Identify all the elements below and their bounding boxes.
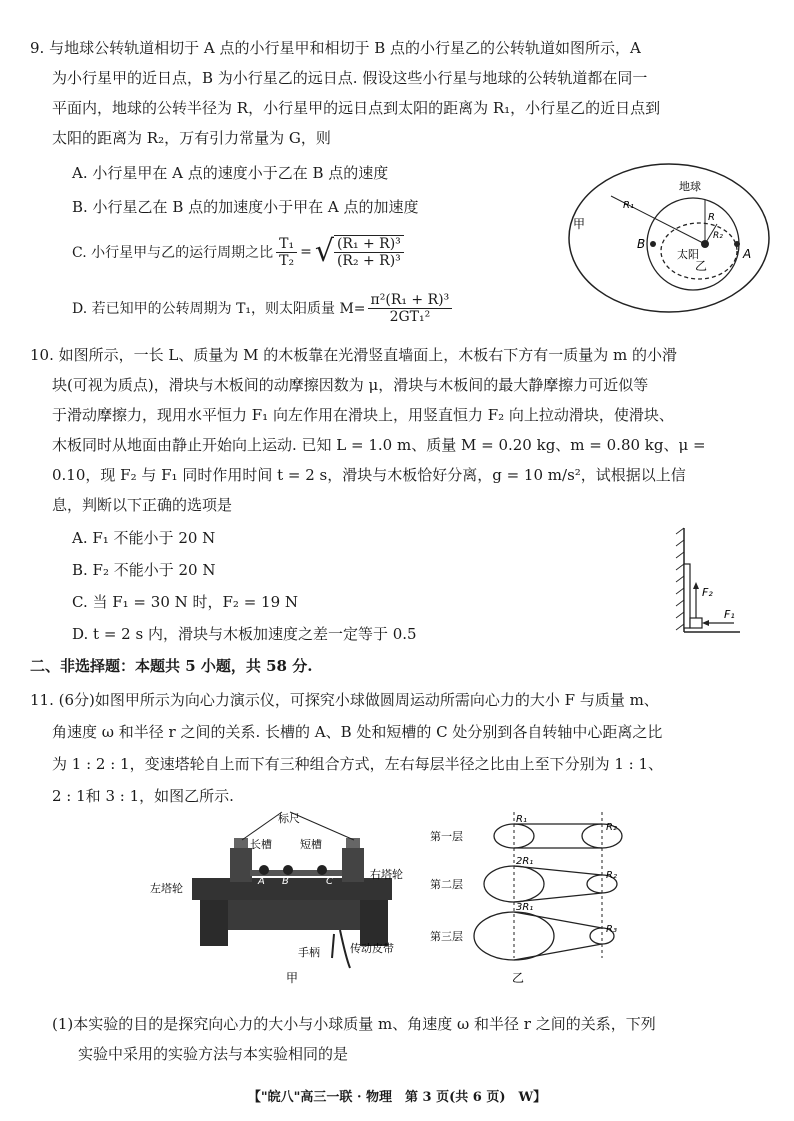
q9-option-c xyxy=(72,230,404,274)
figure-yi-caption: 乙 xyxy=(512,971,525,985)
q10-option-b: B. F₂ 不能小于 20 N xyxy=(72,561,216,579)
short-groove-label: 短槽 xyxy=(300,838,322,851)
layer1-label: 第一层 xyxy=(430,830,463,843)
point-b-label: B xyxy=(637,237,646,251)
ball-a xyxy=(259,865,269,875)
f2-label: F₂ xyxy=(702,586,713,599)
q9-line-2: 为小行星甲的近日点，B 为小行星乙的远日点. 假设这些小行星与地球的公转轨道都在同一 xyxy=(52,69,648,87)
left-ruler-cap xyxy=(234,838,248,848)
figure-jia-caption: 甲 xyxy=(286,971,299,985)
radius-r2-label: R₂ xyxy=(713,231,723,241)
ball-c xyxy=(317,865,327,875)
layer3-left-radius-label: 3R₁ xyxy=(516,902,534,913)
layer1-right-radius-label: R₂ xyxy=(606,822,617,833)
layer3-belt-top xyxy=(514,912,602,928)
f1-label: F₁ xyxy=(724,608,735,621)
label-c: C xyxy=(326,876,333,887)
belt-label: 传动皮带 xyxy=(350,942,394,955)
q10-option-c: C. 当 F₁ = 30 N 时，F₂ = 19 N xyxy=(72,593,299,611)
q9-option-a: A. 小行星甲在 A 点的速度小于乙在 B 点的速度 xyxy=(72,164,389,182)
apparatus-left-leg xyxy=(200,900,228,946)
q10-line-5: 0.10，现 F₂ 与 F₁ 同时作用时间 t = 2 s，滑块与木板恰好分离，g = 10 m/s²，试根据以上信 xyxy=(52,466,686,484)
radius-r1-label: R₁ xyxy=(623,200,634,211)
f2-arrowhead xyxy=(693,582,699,589)
radius-r-label: R xyxy=(708,212,715,223)
q9-line-1: 9. 与地球公转轨道相切于 A 点的小行星甲和相切于 B 点的小行星乙的公转轨道如图所示，A xyxy=(30,39,641,57)
q10-line-6: 息，判断以下正确的选项是 xyxy=(52,496,233,514)
f1-arrowhead xyxy=(702,620,709,626)
point-b-dot xyxy=(650,241,656,247)
drive-belt-path xyxy=(340,930,350,968)
apparatus-body xyxy=(228,900,360,930)
q9-option-c-sqrt-numerator: (R₁ + R)³ xyxy=(334,236,404,253)
q10-line-4: 木板同时从地面由静止开始向上运动. 已知 L = 1.0 m、质量 M = 0.20 kg、m = 0.80 kg、μ = xyxy=(52,436,706,454)
q11-sub1-line-2: 实验中采用的实验方法与本实验相同的是 xyxy=(78,1045,349,1063)
earth-label: 地球 xyxy=(679,180,701,193)
q9-option-c-sqrt-fraction xyxy=(334,235,404,269)
wooden-board xyxy=(684,564,690,628)
q9-option-c-sqrt-denominator: (R₂ + R)³ xyxy=(336,253,401,269)
q9-line-3: 平面内，地球的公转半径为 R，小行星甲的远日点到太阳的距离为 R₁，小行星乙的近日点到 xyxy=(52,99,661,117)
ball-b xyxy=(283,865,293,875)
handle-label: 手柄 xyxy=(298,946,320,959)
q11-sub1-line-1: (1)本实验的目的是探究向心力的大小与小球质量 m、角速度 ω 和半径 r 之间的关系，下列 xyxy=(52,1015,656,1033)
layer2-label: 第二层 xyxy=(430,878,463,891)
layer3-label: 第三层 xyxy=(430,930,463,943)
q10-line-3: 于滑动摩擦力，现用水平恒力 F₁ 向左作用在滑块上，用竖直恒力 F₂ 向上拉动滑块，使滑块、 xyxy=(52,406,674,424)
apparatus-right-leg xyxy=(360,900,388,946)
handle-crank xyxy=(332,934,334,958)
sqrt-sign: √ xyxy=(314,234,334,269)
label-a: A xyxy=(258,876,265,887)
page-footer: 【"皖八"高三一联 · 物理 第 3 页(共 6 页) W】 xyxy=(247,1090,547,1105)
layer3-right-radius-label: R₃ xyxy=(606,924,617,935)
label-b: B xyxy=(282,876,289,887)
q10-line-2: 块(可视为质点)，滑块与木板间的动摩擦因数为 μ，滑块与木板间的最大静摩擦力可近似等 xyxy=(52,376,649,394)
q11-figure-yi-wheels xyxy=(430,808,630,988)
wall-hatching xyxy=(676,528,684,630)
right-wheel-label: 右塔轮 xyxy=(370,868,403,881)
left-wheel-label: 左塔轮 xyxy=(150,882,183,895)
point-a-dot xyxy=(734,241,740,247)
jia-label: 甲 xyxy=(573,217,586,231)
q11-line-1: 11. (6分)如图甲所示为向心力演示仪，可探究小球做圆周运动所需向心力的大小 F 与质量 m、 xyxy=(30,691,659,709)
layer2-left-radius-label: 2R₁ xyxy=(516,856,534,867)
q9-option-c-equals: = xyxy=(300,244,312,260)
q9-option-d-denominator: 2GT₁² xyxy=(389,308,431,325)
section-2-heading: 二、非选择题：本题共 5 小题，共 58 分. xyxy=(30,657,313,675)
q9-orbit-figure xyxy=(565,158,780,318)
q10-option-d: D. t = 2 s 内，滑块与木板加速度之差一定等于 0.5 xyxy=(72,625,417,643)
q10-wall-board-figure xyxy=(672,524,742,640)
ruler-label: 标尺 xyxy=(278,812,300,825)
layer2-right-radius-label: R₂ xyxy=(606,870,617,881)
q10-line-1: 10. 如图所示，一长 L、质量为 M 的木板靠在光滑竖直墙面上，木板右下方有一质量为 m 的小滑 xyxy=(30,346,678,364)
slider-block xyxy=(690,618,702,628)
q9-option-d-fraction xyxy=(368,292,453,325)
q9-option-d-numerator: π²(R₁ + R)³ xyxy=(368,292,453,309)
layer2-belt-top xyxy=(514,866,602,875)
q9-option-d-prefix: D. 若已知甲的公转周期为 T₁，则太阳质量 M= xyxy=(72,301,366,317)
q9-option-b: B. 小行星乙在 B 点的加速度小于甲在 A 点的加速度 xyxy=(72,198,419,216)
q11-line-2: 角速度 ω 和半径 r 之间的关系. 长槽的 A、B 处和短槽的 C 处分别到各自转轴中心距离之比 xyxy=(52,723,663,741)
q11-line-4: 2 : 1和 3 : 1，如图乙所示. xyxy=(52,787,234,805)
q9-option-c-ratio-numerator: T₁ xyxy=(276,236,297,253)
q10-option-a: A. F₁ 不能小于 20 N xyxy=(72,529,216,547)
layer2-belt-bottom xyxy=(514,893,602,902)
orbit-earth xyxy=(647,198,739,290)
q9-option-c-prefix: C. 小行星甲与乙的运行周期之比 xyxy=(72,245,274,261)
q9-line-4: 太阳的距离为 R₂，万有引力常量为 G，则 xyxy=(52,129,331,147)
point-a-label: A xyxy=(743,247,752,261)
yi-label: 乙 xyxy=(695,259,708,273)
q11-line-3: 为 1 : 2 : 1，变速塔轮自上而下有三种组合方式，左右每层半径之比由上至下分别为 1 : 1、 xyxy=(52,755,664,773)
q11-figure-jia-apparatus xyxy=(150,808,410,988)
q9-option-c-period-ratio xyxy=(276,236,297,269)
q9-option-c-ratio-denominator: T₂ xyxy=(279,252,295,269)
ruler-leader-left xyxy=(242,812,282,840)
layer3-belt-bottom xyxy=(514,944,602,960)
right-ruler-sleeve xyxy=(342,848,364,882)
layer1-left-radius-label: R₁ xyxy=(516,814,527,825)
q9-option-d xyxy=(72,286,452,330)
sun-label: 太阳 xyxy=(677,248,699,261)
long-groove-label: 长槽 xyxy=(250,838,272,851)
left-ruler-sleeve xyxy=(230,848,252,882)
